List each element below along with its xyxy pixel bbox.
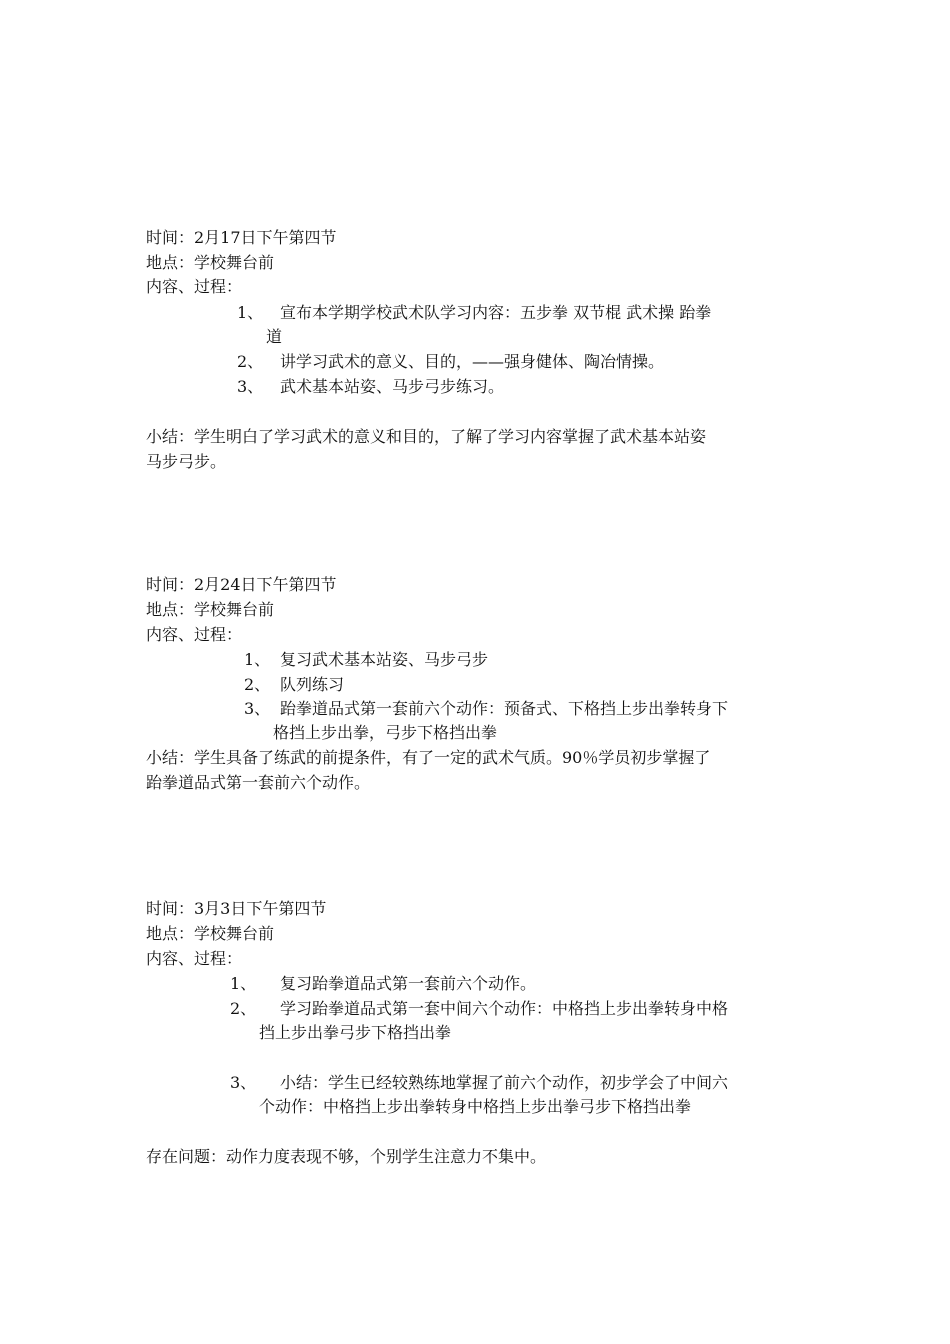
section-2-summary: 小结：学生具备了练武的前提条件，有了一定的武术气质。90％学员初步掌握了 bbox=[146, 748, 711, 767]
section-1-item-2-text: 讲学习武术的意义、目的，——强身健体、陶冶情操。 bbox=[280, 352, 665, 371]
section-3-item-3-text: 小结：学生已经较熟练地掌握了前六个动作，初步学会了中间六 bbox=[280, 1073, 729, 1092]
section-3-item-2-number: 2、 bbox=[230, 999, 257, 1018]
section-2-item-3-text: 跆拳道品式第一套前六个动作：预备式、下格挡上步出拳转身下 bbox=[280, 699, 729, 718]
section-1-item-1-number: 1、 bbox=[237, 303, 264, 322]
section-1-item-2-number: 2、 bbox=[237, 352, 264, 371]
section-2-time: 时间：2月24日下午第四节 bbox=[146, 575, 337, 594]
section-2-item-2-number: 2、 bbox=[244, 675, 271, 694]
section-3-item-2-text-cont: 挡上步出拳弓步下格挡出拳 bbox=[259, 1023, 452, 1042]
section-3-item-2-text: 学习跆拳道品式第一套中间六个动作：中格挡上步出拳转身中格 bbox=[280, 999, 729, 1018]
section-2-summary-cont: 跆拳道品式第一套前六个动作。 bbox=[146, 773, 371, 792]
section-1-summary-cont: 马步弓步。 bbox=[146, 452, 227, 471]
section-2-item-3-number: 3、 bbox=[244, 699, 271, 718]
section-3-place: 地点：学校舞台前 bbox=[146, 924, 275, 943]
section-1-item-3-number: 3、 bbox=[237, 377, 264, 396]
section-3-time: 时间：3月3日下午第四节 bbox=[146, 899, 327, 918]
section-2-item-1-text: 复习武术基本站姿、马步弓步 bbox=[280, 650, 489, 669]
section-3-problem: 存在问题：动作力度表现不够，个别学生注意力不集中。 bbox=[146, 1147, 547, 1166]
section-2-content-label: 内容、过程： bbox=[146, 625, 243, 644]
section-2-item-3-text-cont: 格挡上步出拳，弓步下格挡出拳 bbox=[273, 723, 498, 742]
section-2-item-2-text: 队列练习 bbox=[280, 675, 345, 694]
section-3-content-label: 内容、过程： bbox=[146, 949, 243, 968]
section-2-place: 地点：学校舞台前 bbox=[146, 600, 275, 619]
section-2-item-1-number: 1、 bbox=[244, 650, 271, 669]
section-1-item-1-text: 宣布本学期学校武术队学习内容：五步拳 双节棍 武术操 跆拳 bbox=[280, 303, 712, 322]
section-1-item-3-text: 武术基本站姿、马步弓步练习。 bbox=[280, 377, 505, 396]
section-1-item-1-text-cont: 道 bbox=[266, 327, 283, 346]
section-3-item-3-number: 3、 bbox=[230, 1073, 257, 1092]
section-3-item-1-number: 1、 bbox=[230, 974, 257, 993]
section-1-summary: 小结：学生明白了学习武术的意义和目的，了解了学习内容掌握了武术基本站姿 bbox=[146, 427, 707, 446]
section-1-time: 时间：2月17日下午第四节 bbox=[146, 228, 337, 247]
section-1-content-label: 内容、过程： bbox=[146, 277, 243, 296]
section-1-place: 地点：学校舞台前 bbox=[146, 253, 275, 272]
section-3-item-3-text-cont: 个动作：中格挡上步出拳转身中格挡上步出拳弓步下格挡出拳 bbox=[259, 1097, 692, 1116]
section-3-item-1-text: 复习跆拳道品式第一套前六个动作。 bbox=[280, 974, 537, 993]
